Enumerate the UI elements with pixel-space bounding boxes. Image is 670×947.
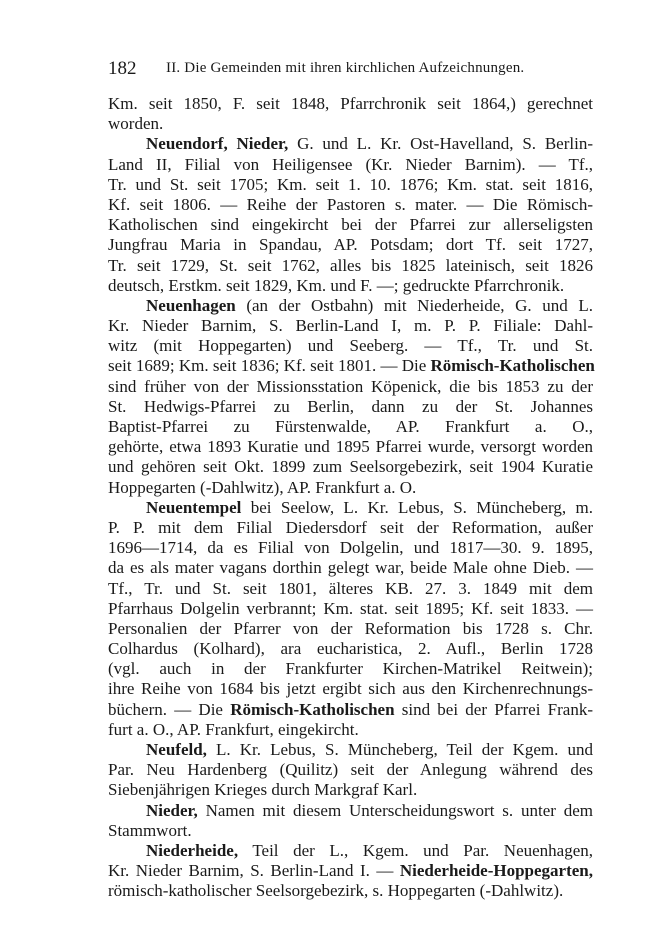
text-segment: Land II, Filial von Heiligensee (Kr. Nieder Barnim). — Tf., xyxy=(108,154,593,174)
text-segment: Personalien der Pfarrer von der Reformation bis 1728 s. Chr. xyxy=(108,618,593,638)
text-segment: Katholischen sind eingekircht bei der Pfarrei zur allerseligsten xyxy=(108,215,593,235)
text-segment: (an der Ostbahn) mit Niederheide, G. und L. xyxy=(235,295,593,315)
entry-headword: Römisch-Katholischen xyxy=(430,356,595,376)
text-segment: Teil der L., Kgem. und Par. Neuenhagen, xyxy=(238,840,593,860)
text-segment: Km. seit 1850, F. seit 1848, Pfarrchronik seit 1864,) gerechnet xyxy=(108,94,593,113)
text-line xyxy=(108,821,593,841)
text-line xyxy=(108,437,593,457)
text-segment: Tr. seit 1729, St. seit 1762, alles bis 1825 lateinisch, seit 1826 xyxy=(108,255,593,275)
text-segment: 1696—1714, da es Filial von Dolgelin, und 1817—30. 9. 1895, xyxy=(108,538,593,558)
text-segment: St. Hedwigs-Pfarrei zu Berlin, dann zu der St. Johannes xyxy=(108,396,593,416)
text-line xyxy=(108,94,593,114)
running-title: II. Die Gemeinden mit ihren kirchlichen Aufzeichnungen. xyxy=(166,60,525,76)
page-body xyxy=(108,94,593,902)
text-line xyxy=(108,195,593,215)
text-line xyxy=(108,841,593,861)
text-line xyxy=(108,417,593,437)
text-line xyxy=(108,659,593,679)
entry-headword: Neuentempel xyxy=(146,497,242,517)
text-segment: büchern. — Die xyxy=(108,699,231,719)
text-line xyxy=(108,558,593,578)
text-segment: Stammwort. xyxy=(108,820,192,840)
text-line xyxy=(108,377,593,397)
text-segment: Kr. Nieder Barnim, S. Berlin-Land I. — xyxy=(108,861,400,881)
text-line xyxy=(108,639,593,659)
text-segment: Colhardus (Kolhard), ara eucharistica, 2. Aufl., Berlin 1728 xyxy=(108,639,593,659)
text-line xyxy=(108,296,593,316)
text-line xyxy=(108,760,593,780)
paragraph xyxy=(108,801,593,841)
text-segment: Tr. und St. seit 1705; Km. seit 1. 10. 1876; Km. stat. seit 1816, xyxy=(108,174,593,194)
paragraph xyxy=(108,841,593,902)
text-segment: P. P. mit dem Filial Diedersdorf seit der Reformation, außer xyxy=(108,517,593,537)
text-segment: seit 1689; Km. seit 1836; Kf. seit 1801. — Die xyxy=(108,356,431,376)
text-segment: sind bei der Pfarrei Frank- xyxy=(394,699,593,719)
text-segment: L. Kr. Lebus, S. Müncheberg, Teil der Kgem. und xyxy=(206,740,593,759)
text-line xyxy=(108,397,593,417)
text-line xyxy=(108,215,593,235)
text-line xyxy=(108,780,593,800)
entry-headword: Nieder, xyxy=(146,800,198,820)
paragraph xyxy=(108,498,593,740)
text-segment: witz (mit Hoppegarten) und Seeberg. — Tf., Tr. und St. xyxy=(108,336,593,356)
text-line xyxy=(108,518,593,538)
text-segment: Kr. Nieder Barnim, S. Berlin-Land I, m. P. P. Filiale: Dahl- xyxy=(108,316,593,336)
text-segment: da es als mater vagans dorthin gelegt war, beide Male ohne Dieb. — xyxy=(108,558,593,578)
text-line xyxy=(108,276,593,296)
text-line xyxy=(108,619,593,639)
text-segment: und gehören seit Okt. 1899 zum Seelsorgebezirk, seit 1904 Kuratie xyxy=(108,457,593,477)
text-line xyxy=(108,579,593,599)
text-line xyxy=(108,801,593,821)
entry-headword: Niederheide-Hoppegarten, xyxy=(399,861,593,881)
text-segment: deutsch, Erstkm. seit 1829, Km. und F. —; gedruckte Pfarrchronik. xyxy=(108,275,565,295)
text-segment: furt a. O., AP. Frankfurt, eingekircht. xyxy=(108,719,359,739)
text-line xyxy=(108,881,593,901)
text-line xyxy=(108,155,593,175)
entry-headword: Neufeld, xyxy=(146,740,207,759)
text-line xyxy=(108,700,593,720)
paragraph xyxy=(108,740,593,801)
text-segment: sind früher von der Missionsstation Köpenick, die bis 1853 zu der xyxy=(108,376,593,396)
text-line xyxy=(108,861,593,881)
entry-headword: Neuenhagen xyxy=(146,295,236,315)
entry-headword: Neuendorf, Nieder, xyxy=(146,134,289,154)
text-line xyxy=(108,498,593,518)
text-segment: Par. Neu Hardenberg (Quilitz) seit der Anlegung während des xyxy=(108,760,593,780)
text-line xyxy=(108,599,593,619)
text-segment: worden. xyxy=(108,114,164,134)
page-number: 182 xyxy=(108,58,137,79)
text-segment: Jungfrau Maria in Spandau, AP. Potsdam; dort Tf. seit 1727, xyxy=(108,235,593,255)
text-line xyxy=(108,538,593,558)
text-line xyxy=(108,256,593,276)
text-segment: Hoppegarten (-Dahlwitz), AP. Frankfurt a. O. xyxy=(108,477,417,497)
entry-headword: Römisch-Katholischen xyxy=(230,699,395,719)
text-segment: Kf. seit 1806. — Reihe der Pastoren s. mater. — Die Römisch- xyxy=(108,194,593,214)
text-segment: Siebenjährigen Krieges durch Markgraf Karl. xyxy=(108,780,418,800)
text-segment: bei Seelow, L. Kr. Lebus, S. Müncheberg, m. xyxy=(241,497,593,517)
text-line xyxy=(108,316,593,336)
text-line xyxy=(108,720,593,740)
text-segment: gehörte, etwa 1893 Kuratie und 1895 Pfarrei wurde, versorgt worden xyxy=(108,437,593,457)
text-line xyxy=(108,175,593,195)
text-line xyxy=(108,457,593,477)
text-segment: Baptist-Pfarrei zu Fürstenwalde, AP. Frankfurt a. O., xyxy=(108,417,593,436)
text-line xyxy=(108,134,593,154)
text-line xyxy=(108,679,593,699)
text-segment: G. und L. Kr. Ost-Havelland, S. Berlin- xyxy=(288,134,593,154)
text-segment: ihre Reihe von 1684 bis jetzt ergibt sich aus den Kirchenrechnungs- xyxy=(108,679,593,699)
text-segment: Tf., Tr. und St. seit 1801, älteres KB. 27. 3. 1849 mit dem xyxy=(108,578,593,598)
paragraph xyxy=(108,134,593,296)
text-line xyxy=(108,740,593,760)
text-line xyxy=(108,478,593,498)
text-line xyxy=(108,356,593,376)
text-line xyxy=(108,114,593,134)
text-line xyxy=(108,235,593,255)
text-segment: Pfarrhaus Dolgelin verbrannt; Km. stat. seit 1895; Kf. seit 1833. — xyxy=(108,598,593,618)
paragraph xyxy=(108,94,593,134)
entry-headword: Niederheide, xyxy=(146,840,239,860)
paragraph xyxy=(108,296,593,498)
text-segment: römisch-katholischer Seelsorgebezirk, s. Hoppegarten (-Dahlwitz). xyxy=(108,881,564,901)
text-line xyxy=(108,336,593,356)
text-segment: (vgl. auch in der Frankfurter Kirchen-Matrikel Reitwein); xyxy=(108,659,593,679)
text-segment: Namen mit diesem Unterscheidungswort s. unter dem xyxy=(197,800,593,820)
